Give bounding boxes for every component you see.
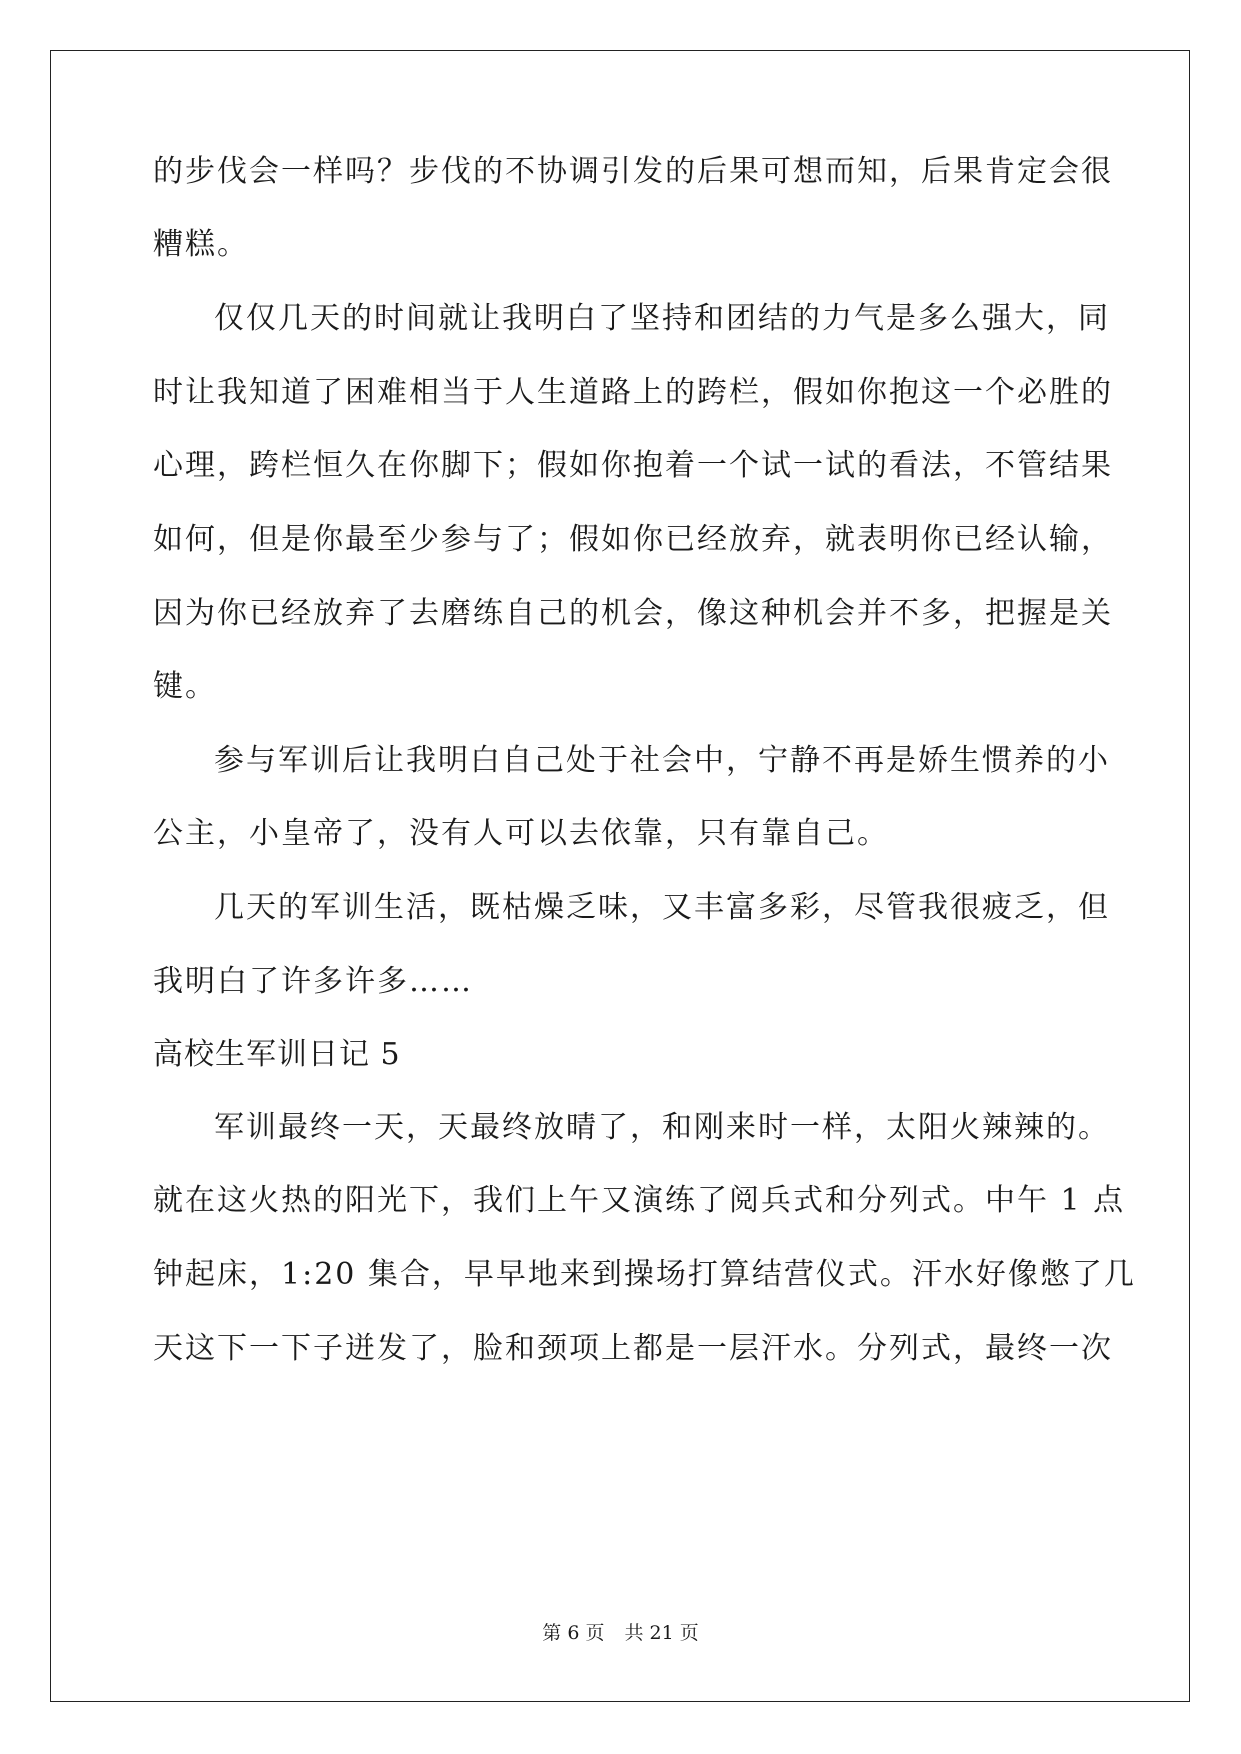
- text-line: 的步伐会一样吗？步伐的不协调引发的后果可想而知，后果肯定会很: [153, 154, 1113, 189]
- text-line: 公主，小皇帝了，没有人可以去依靠，只有靠自己。: [153, 816, 889, 851]
- paragraph-start: 参与军训后让我明白自己处于社会中，宁静不再是娇生惯养的小: [214, 743, 1110, 778]
- text-line: 键。: [153, 669, 217, 704]
- paragraph-start: 仅仅几天的时间就让我明白了坚持和团结的力气是多么强大，同: [214, 301, 1110, 336]
- page-total: 共 21 页: [624, 1622, 699, 1644]
- text-line: 我明白了许多许多……: [153, 964, 473, 999]
- paragraph-start: 军训最终一天，天最终放晴了，和刚来时一样，太阳火辣辣的。: [214, 1110, 1110, 1145]
- text-line: 天这下一下子迸发了，脸和颈项上都是一层汗水。分列式，最终一次: [153, 1331, 1113, 1366]
- text-line: 时让我知道了困难相当于人生道路上的跨栏，假如你抱这一个必胜的: [153, 375, 1113, 410]
- paragraph-start: 几天的军训生活，既枯燥乏味，又丰富多彩，尽管我很疲乏，但: [214, 890, 1110, 925]
- section-heading: 高校生军训日记 5: [153, 1037, 401, 1072]
- text-line: 糟糕。: [153, 227, 249, 262]
- text-line: 就在这火热的阳光下，我们上午又演练了阅兵式和分列式。中午 1 点: [153, 1183, 1126, 1218]
- page-footer: [0, 1621, 1241, 1645]
- text-line: 心理，跨栏恒久在你脚下；假如你抱着一个试一试的看法，不管结果: [153, 448, 1113, 483]
- page-border: [50, 50, 1190, 1702]
- text-line: 钟起床，1:20 集合，早早地来到操场打算结营仪式。汗水好像憋了几: [153, 1257, 1136, 1292]
- text-line: 因为你已经放弃了去磨练自己的机会，像这种机会并不多，把握是关: [153, 596, 1113, 631]
- text-line: 如何，但是你最至少参与了；假如你已经放弃，就表明你已经认输，: [153, 522, 1113, 557]
- page-number: 第 6 页: [542, 1622, 605, 1644]
